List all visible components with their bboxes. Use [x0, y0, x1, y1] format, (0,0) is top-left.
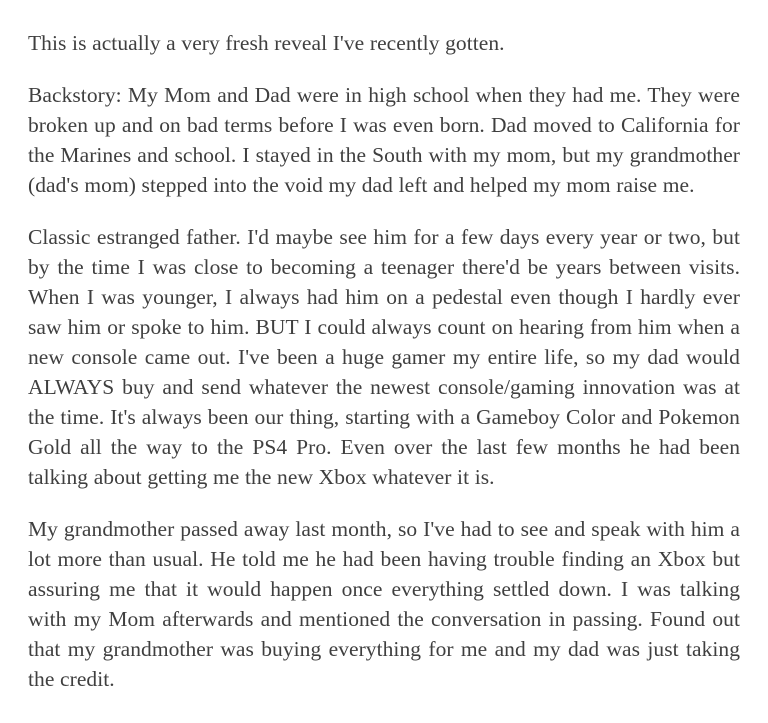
paragraph-intro: This is actually a very fresh reveal I've recently gotten. — [28, 31, 505, 55]
article-body — [28, 28, 740, 694]
paragraph-estranged-father: Classic estranged father. I'd maybe see him for a few days every year or two, but by the time I was close to becoming a teenager there'd be years between visits. When I was younger, I always had him on a pedestal even though I hardly ever saw him or spoke to him. BUT I could always count on hearing from him when a new console came out. I've been a huge gamer my entire life, so my dad would ALWAYS buy and send whatever the newest console/gaming innovation was at the time. It's always been our thing, starting with a Gameboy Color and Pokemon Gold all the way to the PS4 Pro. Even over the last few months he had been talking about getting me the new Xbox whatever it is. — [28, 225, 740, 489]
paragraph-backstory: Backstory: My Mom and Dad were in high school when they had me. They were broken up and on bad terms before I was even born. Dad moved to California for the Marines and school. I stayed in the South with my mom, but my grandmother (dad's mom) stepped into the void my dad left and helped my mom raise me. — [28, 83, 740, 197]
paragraph-reveal: My grandmother passed away last month, so I've had to see and speak with him a lot more than usual. He told me he had been having trouble finding an Xbox but assuring me that it would happen once everything settled down. I was talking with my Mom afterwards and mentioned the conversation in passing. Found out that my grandmother was buying everything for me and my dad was just taking the credit. — [28, 517, 740, 691]
